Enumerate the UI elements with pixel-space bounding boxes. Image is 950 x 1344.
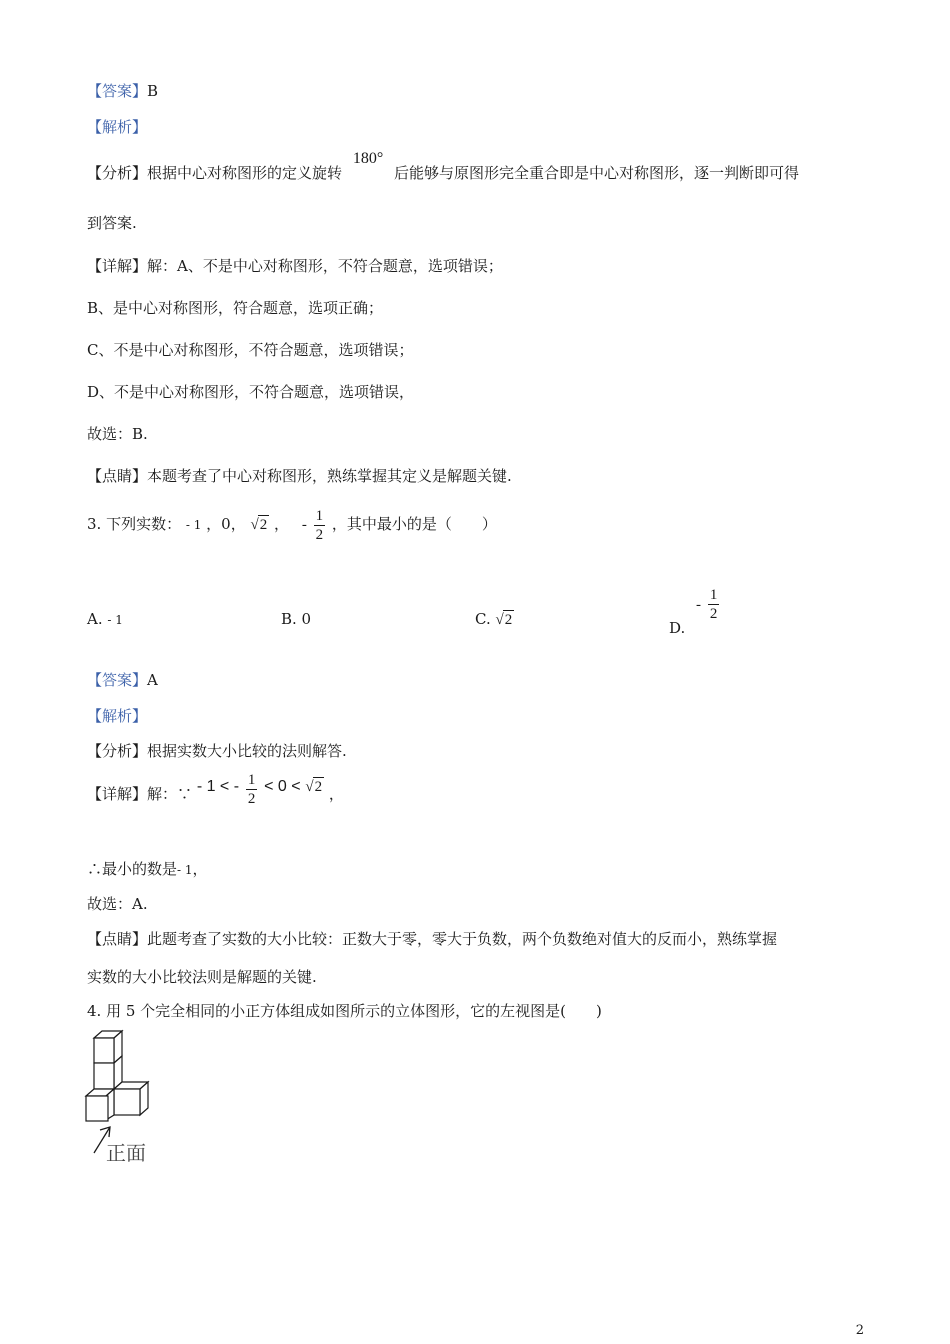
- q3-answer-value: A: [147, 671, 158, 689]
- page-number: 2: [855, 1323, 864, 1338]
- q3-answer-tag: 【答案】: [87, 671, 148, 689]
- option-d-label: D.: [669, 618, 686, 637]
- ineq-sqrt-radicand: 2: [314, 779, 323, 795]
- therefore-value: - 1: [177, 863, 193, 877]
- option-d-den: 2: [709, 606, 718, 622]
- q4-stem: 4. 用 5 个完全相同的小正方体组成如图所示的立体图形，它的左视图是( ): [87, 1002, 602, 1020]
- q3-fenxi-tag: 【分析】: [87, 742, 148, 760]
- q3-frac-sign: -: [301, 517, 307, 533]
- option-c-label: C.: [475, 610, 491, 628]
- comment-line: [87, 466, 512, 486]
- q3-sqrt-radicand: 2: [259, 517, 268, 533]
- option-c-radicand: 2: [504, 612, 513, 628]
- fenxi-text-b: 后能够与原图形完全重合即是中心对称图形，逐一判断即可得: [394, 164, 800, 182]
- ineq-num: 1: [247, 771, 256, 788]
- option-d: [669, 586, 721, 637]
- q3-analysis-tag: 【解析】: [87, 707, 148, 725]
- answer-value: B: [147, 82, 159, 100]
- q3-choose-line: 故选：A.: [87, 895, 148, 913]
- answer-line: [87, 81, 158, 101]
- fenxi-text-c: 到答案.: [87, 214, 137, 232]
- option-b: B. 0: [281, 610, 312, 628]
- q3-answer-line: [87, 670, 158, 690]
- q3-frac-den: 2: [315, 526, 324, 543]
- ineq-den: 2: [247, 790, 256, 807]
- q3-sqrt: √2: [250, 517, 268, 533]
- detail-line-3: C、不是中心对称图形，不符合题意，选项错误；: [87, 341, 414, 359]
- detail-tag: 【详解】: [87, 257, 148, 275]
- q3-comment-text-1: 此题考查了实数的大小比较：正数大于零，零大于负数，两个负数绝对值大的反而小，熟练掌握: [147, 930, 778, 948]
- q3-stem-a: 3. 下列实数：: [87, 515, 182, 533]
- q3-stem-d: ，其中最小的是（ ）: [331, 515, 497, 533]
- option-d-sign: -: [696, 596, 702, 613]
- q3-neg-one: - 1: [185, 518, 202, 532]
- q3-comment-tag: 【点睛】: [87, 930, 148, 948]
- answer-tag: 【答案】: [87, 82, 148, 100]
- detail-text: 解：A、不是中心对称图形，不符合题意，选项错误；: [147, 257, 503, 275]
- q3-detail-line: [87, 771, 344, 815]
- degree-180: 180°: [352, 150, 384, 167]
- q3-fraction: [314, 507, 326, 544]
- option-a-label: A.: [87, 610, 103, 628]
- q3-detail-a: 解：∵: [147, 785, 193, 803]
- option-c: [475, 610, 514, 629]
- comment-tag: 【点睛】: [87, 467, 148, 485]
- option-d-fraction: [708, 586, 720, 623]
- q3-comment-line-2: 实数的大小比较法则是解题的关键.: [87, 968, 317, 986]
- q3-fenxi-line: [87, 741, 347, 761]
- option-a: [87, 610, 123, 628]
- q3-stem-b: ，0，: [206, 515, 246, 533]
- q3-detail-tag: 【详解】: [87, 785, 148, 803]
- fenxi-tag: 【分析】: [87, 164, 148, 182]
- detail-line-1: [87, 256, 503, 276]
- option-d-num: 1: [709, 587, 718, 603]
- q3-fenxi-text: 根据实数大小比较的法则解答.: [147, 742, 347, 760]
- therefore-end: ，: [192, 860, 208, 878]
- comment-text: 本题考查了中心对称图形，熟练掌握其定义是解题关键.: [147, 467, 512, 485]
- fenxi-line: [87, 150, 800, 184]
- q3-stem: [87, 504, 497, 545]
- detail-line-2: B、是中心对称图形，符合题意，选项正确；: [87, 299, 384, 317]
- ineq-fraction: [246, 771, 258, 808]
- choose-line: 故选：B.: [87, 425, 148, 443]
- front-label: 正面: [106, 1141, 146, 1165]
- q3-detail-b: ，: [328, 785, 344, 803]
- ineq-right: < 0 <: [264, 778, 301, 795]
- therefore-text: ∴最小的数是: [87, 860, 178, 878]
- ineq-sqrt: √2: [305, 779, 323, 795]
- q3-frac-num: 1: [315, 507, 324, 524]
- option-a-value: - 1: [107, 613, 123, 627]
- fenxi-text-a: 根据中心对称图形的定义旋转: [147, 164, 343, 182]
- analysis-tag: 【解析】: [87, 118, 148, 136]
- therefore-line: [87, 859, 208, 880]
- q3-comment-line: [87, 929, 777, 949]
- detail-line-4: D、不是中心对称图形，不符合题意，选项错误，: [87, 383, 415, 401]
- q3-stem-c: ，: [274, 515, 290, 533]
- option-c-sqrt: √2: [495, 612, 513, 628]
- ineq-left: - 1 < -: [196, 778, 240, 795]
